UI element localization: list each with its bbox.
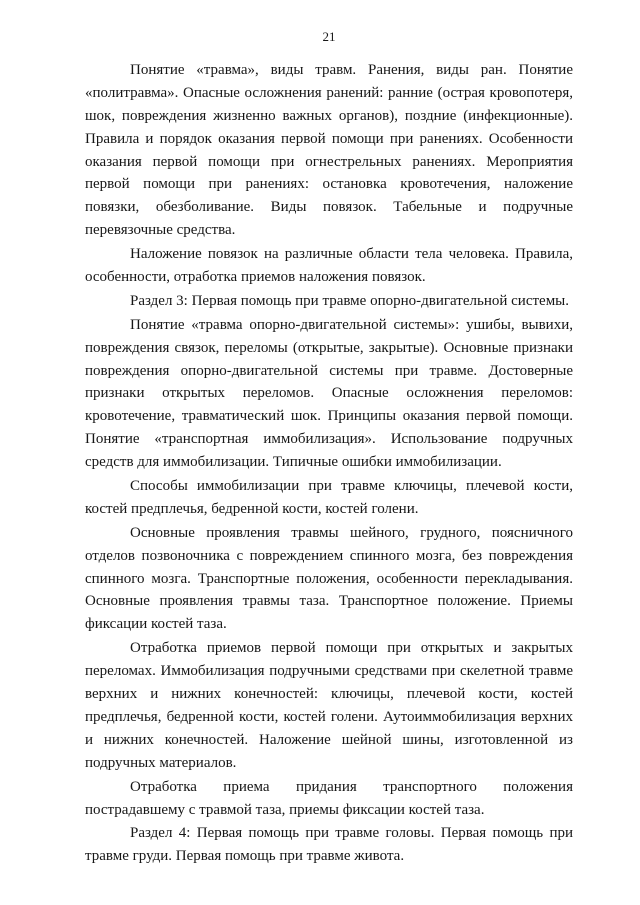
text-line: Раздел 3: Первая помощь при травме опорно-двигательной системы. xyxy=(130,292,570,309)
text-line: признаки открытых переломов. Опасные осложнения переломов: xyxy=(85,385,573,402)
section-heading-3 xyxy=(85,290,573,313)
text-line: Понятие «травма», виды травм. Ранения, виды ран. Понятие xyxy=(130,62,573,78)
text-line: оказания первой помощи при огнестрельных ранениях. Мероприятия xyxy=(85,153,573,170)
text-line: Отработка приемов первой помощи при открытых и закрытых xyxy=(130,640,573,657)
text-line: кровотечение, травматический шок. Принципы оказания первой помощи. xyxy=(85,408,573,425)
text-line: Отработка приема придания транспортного положения xyxy=(130,778,573,795)
text-line: пострадавшему с травмой таза, приемы фиксации костей таза. xyxy=(85,801,485,818)
text-line: шок, повреждения жизненно важных органов), поздние (инфекционные). xyxy=(85,107,573,124)
text-line: отделов позвоночника с повреждением спинного мозга, без повреждения xyxy=(85,547,573,564)
text-line: Понятие «транспортная иммобилизация». Использование подручных xyxy=(85,431,573,448)
paragraph-musculoskeletal xyxy=(85,314,573,474)
text-line: Способы иммобилизации при травме ключицы, плечевой кости, xyxy=(130,478,573,495)
text-line: «политравма». Опасные осложнения ранений: ранние (острая кровопотеря, xyxy=(85,84,573,101)
text-line: особенности, отработка приемов наложения повязок. xyxy=(85,269,426,286)
text-line: Правила и порядок оказания первой помощи при ранениях. Особенности xyxy=(85,130,573,147)
text-line: перевязочные средства. xyxy=(85,222,236,239)
text-line: Наложение повязок на различные области тела человека. Правила, xyxy=(130,246,573,263)
text-line: спинного мозга. Транспортные положения, особенности перекладывания. xyxy=(85,570,573,587)
text-line: Основные проявления травмы таза. Транспортное положение. Приемы xyxy=(85,593,573,610)
text-line: Раздел 4: Первая помощь при травме головы. Первая помощь при xyxy=(130,825,573,842)
document-body xyxy=(85,59,573,868)
text-line: первой помощи при ранениях: остановка кровотечения, наложение xyxy=(85,176,573,193)
text-line: средств для иммобилизации. Типичные ошибки иммобилизации. xyxy=(85,454,502,471)
paragraph-fracture-practice xyxy=(85,637,573,774)
page-number: 21 xyxy=(322,29,336,44)
text-line: предплечья, бедренной кости, костей голени. Аутоиммобилизация верхних xyxy=(85,708,573,725)
paragraph-bandaging xyxy=(85,243,573,289)
text-line: повязки, обезболивание. Виды повязок. Табельные и подручные xyxy=(85,199,573,216)
paragraph-wounds xyxy=(85,59,573,242)
text-line: верхних и нижних конечностей: ключицы, плечевой кости, костей xyxy=(85,686,573,703)
text-line: и нижних конечностей. Наложение шейной шины, изготовленной из xyxy=(85,731,573,748)
paragraph-transport-position xyxy=(85,776,573,822)
paragraph-spine-pelvis xyxy=(85,522,573,636)
text-line: переломах. Иммобилизация подручными средствами при скелетной травме xyxy=(85,663,573,680)
text-line: повреждения опорно-двигательной системы при травме. Достоверные xyxy=(85,362,573,379)
paragraph-immobilization-methods xyxy=(85,475,573,521)
section-heading-4 xyxy=(85,822,573,868)
text-line: фиксации костей таза. xyxy=(85,616,227,633)
text-line: Понятие «травма опорно-двигательной системы»: ушибы, вывихи, xyxy=(130,316,573,333)
text-line: травме груди. Первая помощь при травме живота. xyxy=(85,848,405,865)
text-line: повреждения связок, переломы (открытые, закрытые). Основные признаки xyxy=(85,339,573,356)
text-line: подручных материалов. xyxy=(85,754,237,771)
text-line: Основные проявления травмы шейного, грудного, поясничного xyxy=(130,524,573,541)
text-line: костей предплечья, бедренной кости, костей голени. xyxy=(85,500,419,517)
